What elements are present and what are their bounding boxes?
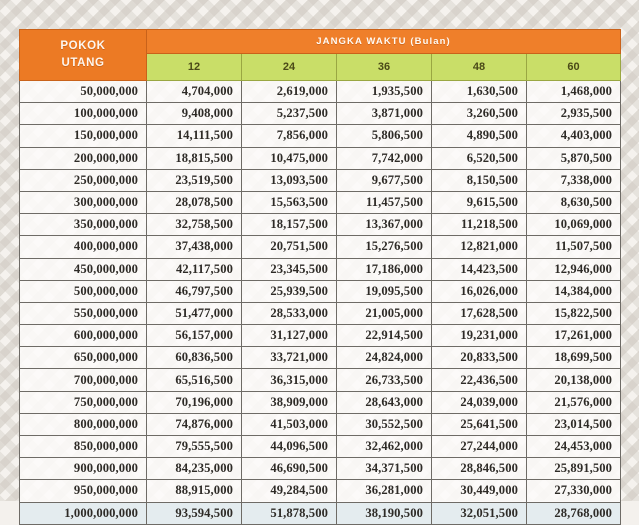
- cell-installment-36m: 5,806,500: [337, 125, 432, 147]
- cell-installment-36m: 38,190,500: [337, 502, 432, 524]
- cell-installment-48m: 9,615,500: [432, 191, 527, 213]
- cell-installment-12m: 56,157,000: [147, 325, 242, 347]
- table-row: [20, 147, 621, 169]
- column-header-tenor-12: 12: [147, 54, 242, 81]
- table-row: [20, 169, 621, 191]
- header-row-group: [20, 30, 621, 54]
- cell-installment-12m: 60,836,500: [147, 347, 242, 369]
- cell-installment-24m: 51,878,500: [242, 502, 337, 524]
- cell-installment-12m: 9,408,000: [147, 103, 242, 125]
- cell-installment-48m: 20,833,500: [432, 347, 527, 369]
- cell-principal: 800,000,000: [20, 413, 147, 435]
- cell-installment-60m: 14,384,000: [527, 280, 621, 302]
- cell-installment-24m: 2,619,000: [242, 81, 337, 103]
- cell-installment-48m: 28,846,500: [432, 458, 527, 480]
- cell-installment-36m: 36,281,000: [337, 480, 432, 502]
- cell-principal: 250,000,000: [20, 169, 147, 191]
- pokok-utang-line2: UTANG: [61, 57, 105, 69]
- table-row: [20, 236, 621, 258]
- cell-installment-60m: 27,330,000: [527, 480, 621, 502]
- cell-installment-36m: 15,276,500: [337, 236, 432, 258]
- cell-installment-60m: 20,138,000: [527, 369, 621, 391]
- cell-installment-24m: 5,237,500: [242, 103, 337, 125]
- installment-table: [19, 29, 621, 525]
- column-header-tenor-60: 60: [527, 54, 621, 81]
- cell-installment-12m: 46,797,500: [147, 280, 242, 302]
- cell-installment-48m: 11,218,500: [432, 214, 527, 236]
- table-row: [20, 502, 621, 524]
- cell-installment-24m: 41,503,000: [242, 413, 337, 435]
- cell-installment-24m: 13,093,500: [242, 169, 337, 191]
- cell-installment-36m: 9,677,500: [337, 169, 432, 191]
- cell-installment-60m: 25,891,500: [527, 458, 621, 480]
- cell-installment-60m: 24,453,000: [527, 436, 621, 458]
- cell-installment-48m: 3,260,500: [432, 103, 527, 125]
- cell-installment-12m: 65,516,500: [147, 369, 242, 391]
- cell-installment-12m: 88,915,000: [147, 480, 242, 502]
- cell-installment-36m: 11,457,500: [337, 191, 432, 213]
- cell-installment-60m: 4,403,000: [527, 125, 621, 147]
- table-row: [20, 191, 621, 213]
- cell-installment-60m: 21,576,000: [527, 391, 621, 413]
- cell-installment-24m: 10,475,000: [242, 147, 337, 169]
- cell-principal: 850,000,000: [20, 436, 147, 458]
- cell-installment-24m: 15,563,500: [242, 191, 337, 213]
- cell-installment-36m: 21,005,000: [337, 302, 432, 324]
- cell-installment-60m: 7,338,000: [527, 169, 621, 191]
- table-row: [20, 103, 621, 125]
- cell-installment-48m: 22,436,500: [432, 369, 527, 391]
- column-header-tenor-24: 24: [242, 54, 337, 81]
- cell-installment-24m: 7,856,000: [242, 125, 337, 147]
- table-row: [20, 480, 621, 502]
- cell-installment-48m: 17,628,500: [432, 302, 527, 324]
- cell-principal: 300,000,000: [20, 191, 147, 213]
- cell-installment-12m: 84,235,000: [147, 458, 242, 480]
- cell-installment-60m: 10,069,000: [527, 214, 621, 236]
- cell-installment-24m: 28,533,000: [242, 302, 337, 324]
- cell-principal: 150,000,000: [20, 125, 147, 147]
- cell-principal: 450,000,000: [20, 258, 147, 280]
- cell-installment-24m: 36,315,000: [242, 369, 337, 391]
- cell-installment-36m: 32,462,000: [337, 436, 432, 458]
- column-header-tenor-36: 36: [337, 54, 432, 81]
- cell-installment-60m: 5,870,500: [527, 147, 621, 169]
- cell-installment-36m: 17,186,000: [337, 258, 432, 280]
- cell-installment-36m: 1,935,500: [337, 81, 432, 103]
- table-header: [20, 30, 621, 81]
- table-row: [20, 369, 621, 391]
- cell-principal: 100,000,000: [20, 103, 147, 125]
- cell-installment-60m: 8,630,500: [527, 191, 621, 213]
- cell-installment-60m: 17,261,000: [527, 325, 621, 347]
- cell-installment-48m: 25,641,500: [432, 413, 527, 435]
- cell-installment-24m: 25,939,500: [242, 280, 337, 302]
- column-header-jangka-waktu: JANGKA WAKTU (Bulan): [147, 30, 621, 54]
- cell-installment-36m: 30,552,500: [337, 413, 432, 435]
- cell-installment-36m: 34,371,500: [337, 458, 432, 480]
- table-row: [20, 391, 621, 413]
- installment-table-container: [19, 29, 620, 525]
- cell-installment-12m: 23,519,500: [147, 169, 242, 191]
- cell-installment-60m: 2,935,500: [527, 103, 621, 125]
- cell-principal: 1,000,000,000: [20, 502, 147, 524]
- cell-installment-12m: 70,196,000: [147, 391, 242, 413]
- cell-installment-48m: 24,039,000: [432, 391, 527, 413]
- cell-principal: 750,000,000: [20, 391, 147, 413]
- cell-installment-60m: 18,699,500: [527, 347, 621, 369]
- cell-installment-24m: 20,751,500: [242, 236, 337, 258]
- cell-installment-12m: 4,704,000: [147, 81, 242, 103]
- cell-installment-12m: 14,111,500: [147, 125, 242, 147]
- cell-installment-48m: 6,520,500: [432, 147, 527, 169]
- cell-installment-48m: 16,026,000: [432, 280, 527, 302]
- cell-installment-12m: 93,594,500: [147, 502, 242, 524]
- table-row: [20, 302, 621, 324]
- table-row: [20, 214, 621, 236]
- table-row: [20, 325, 621, 347]
- cell-principal: 350,000,000: [20, 214, 147, 236]
- cell-installment-48m: 8,150,500: [432, 169, 527, 191]
- table-body: [20, 81, 621, 525]
- cell-installment-12m: 18,815,500: [147, 147, 242, 169]
- cell-installment-36m: 22,914,500: [337, 325, 432, 347]
- cell-installment-48m: 4,890,500: [432, 125, 527, 147]
- cell-installment-12m: 28,078,500: [147, 191, 242, 213]
- cell-installment-48m: 1,630,500: [432, 81, 527, 103]
- cell-installment-24m: 33,721,000: [242, 347, 337, 369]
- cell-installment-12m: 74,876,000: [147, 413, 242, 435]
- cell-principal: 200,000,000: [20, 147, 147, 169]
- cell-installment-24m: 23,345,500: [242, 258, 337, 280]
- table-row: [20, 347, 621, 369]
- cell-installment-36m: 26,733,500: [337, 369, 432, 391]
- cell-installment-24m: 49,284,500: [242, 480, 337, 502]
- pokok-utang-line1: POKOK: [60, 40, 106, 53]
- cell-installment-12m: 32,758,500: [147, 214, 242, 236]
- table-row: [20, 81, 621, 103]
- cell-installment-48m: 12,821,000: [432, 236, 527, 258]
- cell-installment-48m: 32,051,500: [432, 502, 527, 524]
- cell-principal: 700,000,000: [20, 369, 147, 391]
- cell-principal: 600,000,000: [20, 325, 147, 347]
- cell-installment-24m: 46,690,500: [242, 458, 337, 480]
- table-row: [20, 458, 621, 480]
- cell-principal: 400,000,000: [20, 236, 147, 258]
- cell-installment-60m: 28,768,000: [527, 502, 621, 524]
- cell-installment-48m: 27,244,000: [432, 436, 527, 458]
- cell-installment-60m: 15,822,500: [527, 302, 621, 324]
- cell-installment-36m: 7,742,000: [337, 147, 432, 169]
- cell-installment-12m: 42,117,500: [147, 258, 242, 280]
- cell-principal: 900,000,000: [20, 458, 147, 480]
- cell-installment-24m: 44,096,500: [242, 436, 337, 458]
- cell-principal: 550,000,000: [20, 302, 147, 324]
- table-row: [20, 280, 621, 302]
- cell-installment-60m: 23,014,500: [527, 413, 621, 435]
- cell-principal: 950,000,000: [20, 480, 147, 502]
- column-header-tenor-48: 48: [432, 54, 527, 81]
- cell-installment-24m: 31,127,000: [242, 325, 337, 347]
- cell-installment-48m: 14,423,500: [432, 258, 527, 280]
- cell-principal: 500,000,000: [20, 280, 147, 302]
- cell-installment-36m: 19,095,500: [337, 280, 432, 302]
- cell-principal: 650,000,000: [20, 347, 147, 369]
- table-row: [20, 258, 621, 280]
- cell-installment-36m: 13,367,000: [337, 214, 432, 236]
- cell-installment-48m: 19,231,000: [432, 325, 527, 347]
- table-row: [20, 125, 621, 147]
- cell-installment-12m: 79,555,500: [147, 436, 242, 458]
- cell-installment-36m: 24,824,000: [337, 347, 432, 369]
- cell-principal: 50,000,000: [20, 81, 147, 103]
- cell-installment-60m: 11,507,500: [527, 236, 621, 258]
- cell-installment-12m: 37,438,000: [147, 236, 242, 258]
- table-row: [20, 413, 621, 435]
- cell-installment-60m: 12,946,000: [527, 258, 621, 280]
- cell-installment-24m: 18,157,500: [242, 214, 337, 236]
- cell-installment-12m: 51,477,000: [147, 302, 242, 324]
- cell-installment-24m: 38,909,000: [242, 391, 337, 413]
- cell-installment-36m: 3,871,000: [337, 103, 432, 125]
- cell-installment-36m: 28,643,000: [337, 391, 432, 413]
- cell-installment-60m: 1,468,000: [527, 81, 621, 103]
- column-header-pokok-utang: [20, 30, 147, 81]
- cell-installment-48m: 30,449,000: [432, 480, 527, 502]
- table-row: [20, 436, 621, 458]
